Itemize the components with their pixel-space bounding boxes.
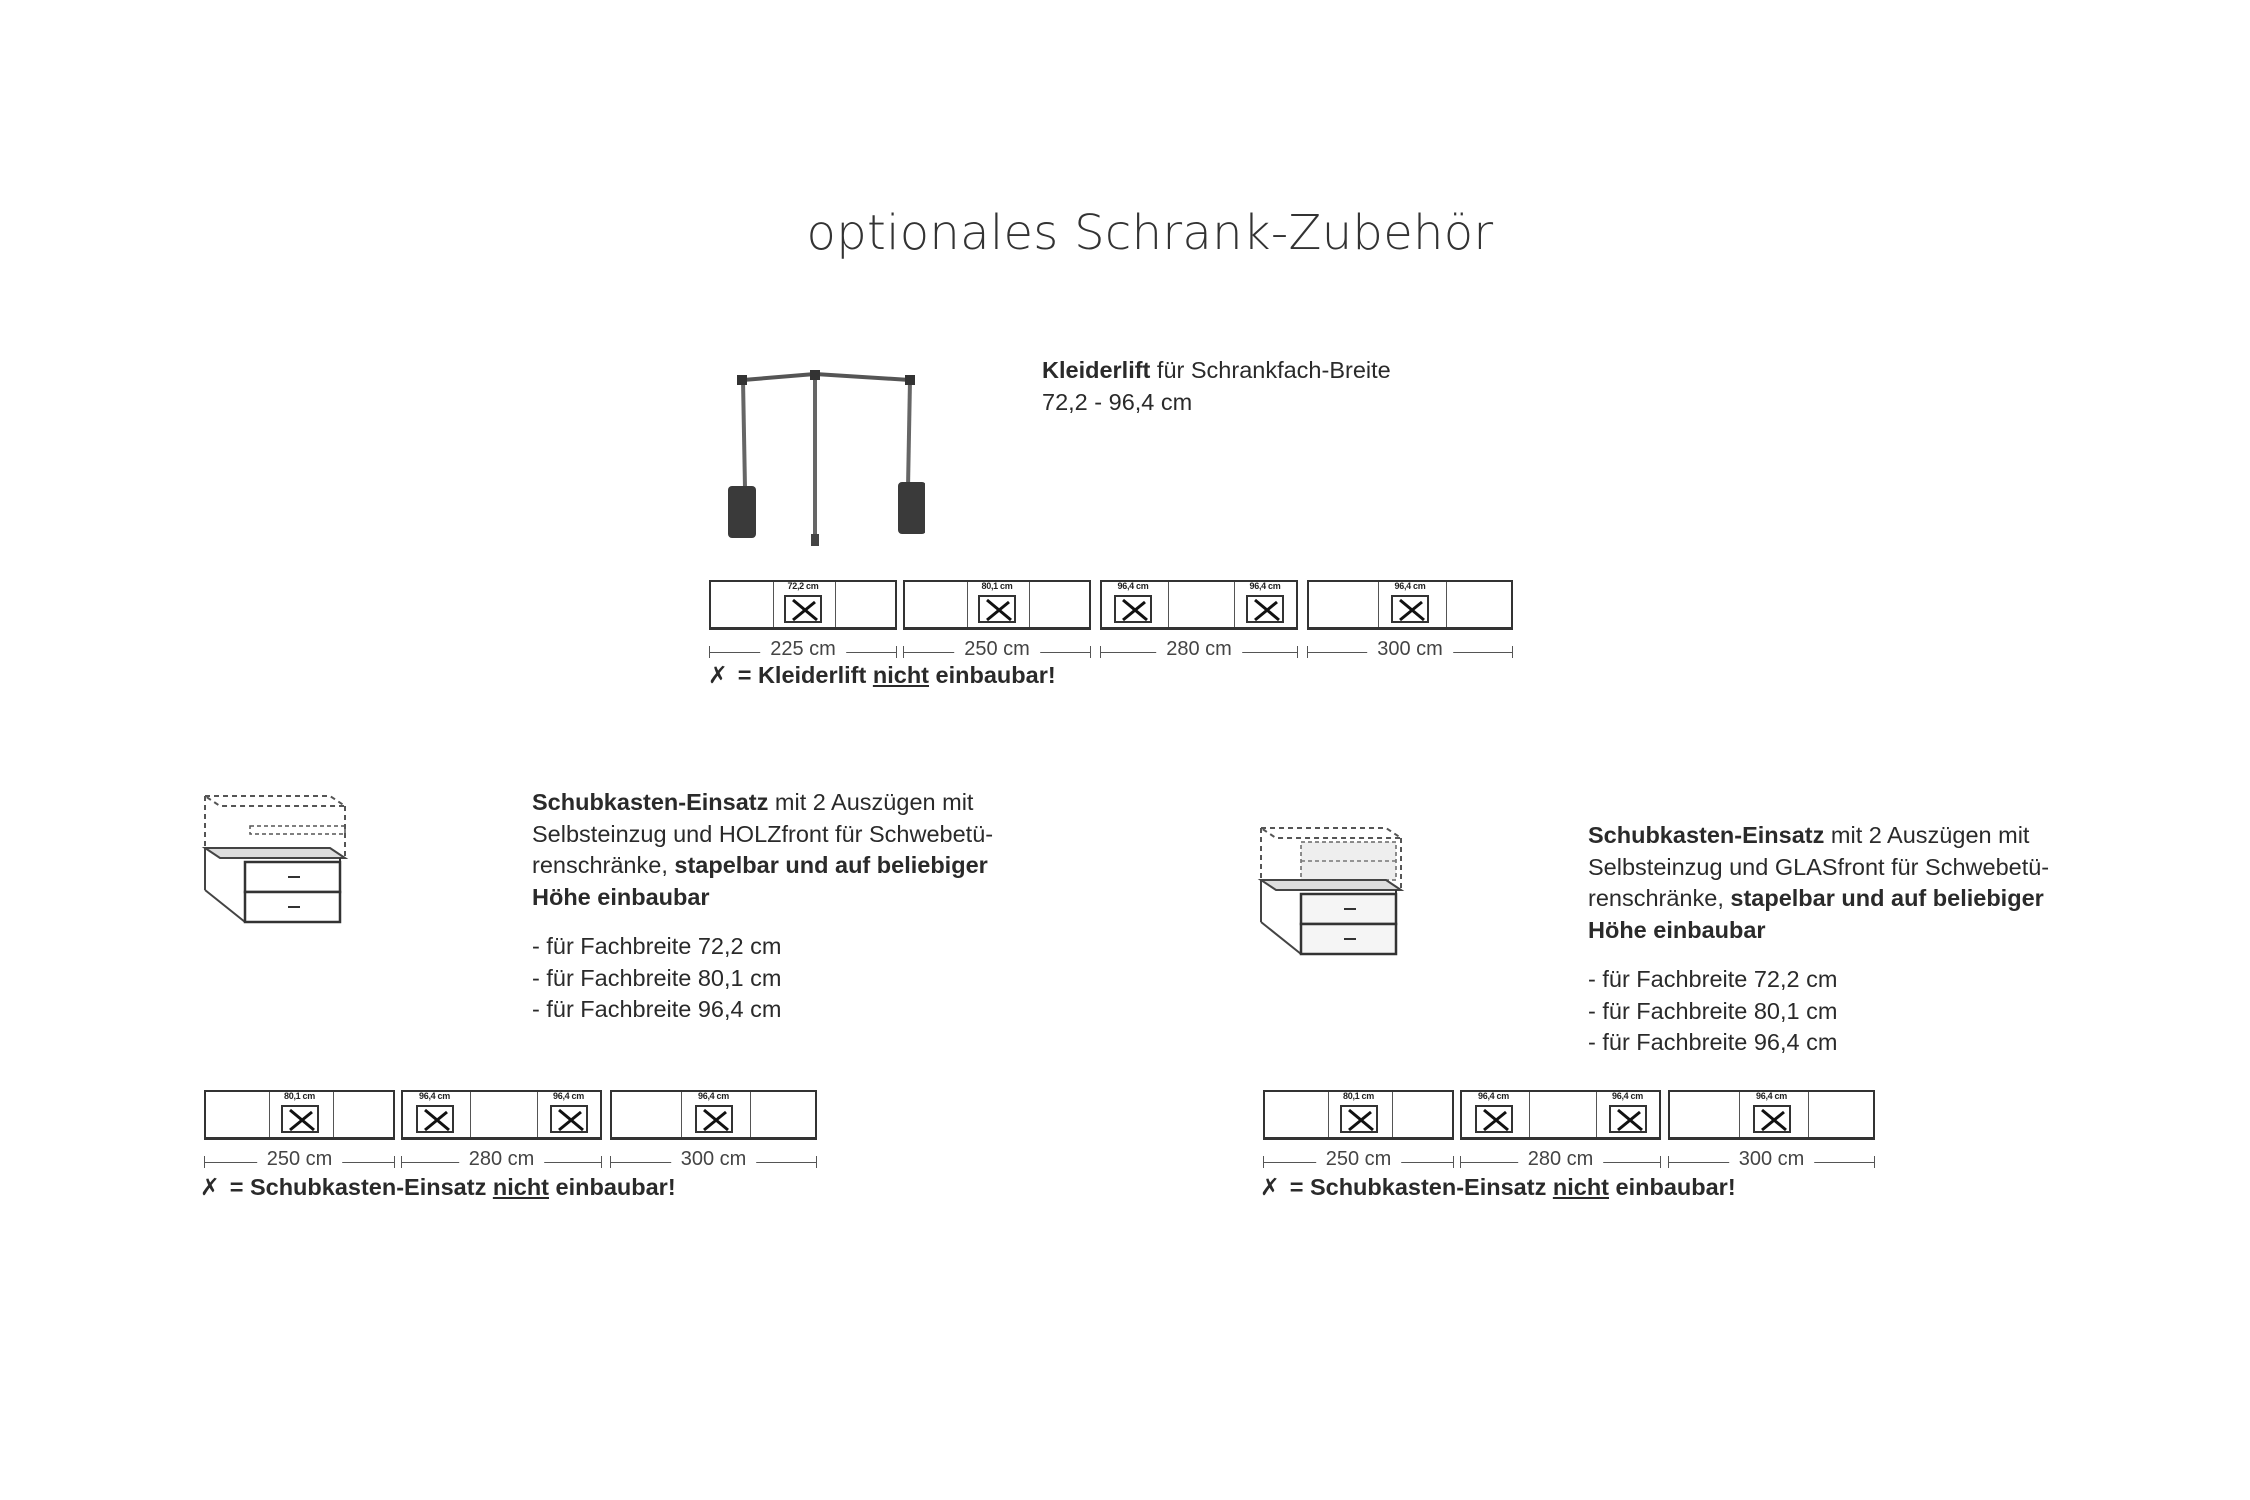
note-text: = Schubkasten-Einsatz bbox=[1289, 1174, 1553, 1200]
cross-symbol-icon: ✗ bbox=[1260, 1174, 1280, 1200]
schubkasten-holz-illustration bbox=[200, 790, 350, 930]
cabinet-width-label: 250 cm bbox=[257, 1148, 343, 1171]
note-text-end: einbaubar! bbox=[929, 662, 1056, 688]
note-text-end: einbaubar! bbox=[1609, 1174, 1736, 1200]
desc-emphasis: Höhe einbaubar bbox=[1588, 916, 1766, 943]
cabinet-width-label: 280 cm bbox=[1518, 1148, 1604, 1171]
cabinet-280 bbox=[401, 1090, 602, 1172]
product-name: Schubkasten-Einsatz bbox=[532, 789, 769, 815]
desc-line: Selbsteinzug und HOLZfront für Schwebetü- bbox=[532, 820, 994, 847]
cabinet-width-label: 250 cm bbox=[954, 638, 1040, 661]
fach-width-label: 96,4 cm bbox=[698, 1091, 729, 1101]
desc-line: renschränke, bbox=[532, 852, 675, 878]
kleiderlift-note bbox=[708, 661, 1056, 689]
note-text-end: einbaubar! bbox=[549, 1174, 676, 1200]
desc-emphasis: stapelbar und auf beliebiger bbox=[674, 852, 988, 878]
cross-icon bbox=[278, 1104, 322, 1134]
cross-icon bbox=[1243, 594, 1287, 624]
fach-width-label: 96,4 cm bbox=[1612, 1091, 1643, 1101]
schubkasten-holz-description bbox=[532, 787, 993, 1026]
cross-symbol-icon: ✗ bbox=[708, 662, 728, 688]
list-item: - für Fachbreite 96,4 cm bbox=[1588, 1029, 1838, 1055]
fach-width-label: 96,4 cm bbox=[553, 1091, 584, 1101]
desc-line: mit 2 Auszügen mit bbox=[1824, 822, 2030, 848]
cabinet-250 bbox=[1263, 1090, 1454, 1172]
fach-width-label: 72,2 cm bbox=[787, 581, 819, 591]
cabinet-250 bbox=[903, 580, 1091, 662]
fachbreite-list bbox=[532, 931, 993, 1026]
note-text: = Kleiderlift bbox=[737, 662, 873, 688]
fach-width-label: 80,1 cm bbox=[981, 581, 1013, 591]
note-text: = Schubkasten-Einsatz bbox=[229, 1174, 493, 1200]
fach-width-label: 96,4 cm bbox=[419, 1091, 450, 1101]
list-item: - für Fachbreite 96,4 cm bbox=[532, 996, 782, 1022]
fach-width-label: 96,4 cm bbox=[1756, 1091, 1787, 1101]
cross-symbol-icon: ✗ bbox=[200, 1174, 220, 1200]
fach-width-label: 96,4 cm bbox=[1394, 581, 1426, 591]
schubkasten-glas-note bbox=[1260, 1173, 1736, 1201]
list-item: - für Fachbreite 72,2 cm bbox=[1588, 966, 1838, 992]
cross-icon bbox=[781, 594, 825, 624]
schubkasten-holz-note bbox=[200, 1173, 676, 1201]
kleiderlift-illustration bbox=[715, 368, 925, 553]
desc-line: mit 2 Auszügen mit bbox=[768, 789, 974, 815]
cabinet-300 bbox=[610, 1090, 817, 1172]
cross-icon bbox=[1337, 1104, 1381, 1134]
cross-icon bbox=[1472, 1104, 1516, 1134]
product-name: Schubkasten-Einsatz bbox=[1588, 822, 1825, 848]
cabinet-280 bbox=[1100, 580, 1298, 662]
cabinet-300 bbox=[1668, 1090, 1875, 1172]
cabinet-250 bbox=[204, 1090, 395, 1172]
list-item: - für Fachbreite 72,2 cm bbox=[532, 933, 782, 959]
desc-line: Selbsteinzug und GLASfront für Schwebetü- bbox=[1588, 853, 2050, 880]
fach-width-label: 96,4 cm bbox=[1117, 581, 1149, 591]
kleiderlift-range: 72,2 - 96,4 cm bbox=[1042, 388, 1193, 415]
fach-width-label: 80,1 cm bbox=[284, 1091, 315, 1101]
kleiderlift-description bbox=[1042, 355, 1391, 418]
cross-icon bbox=[547, 1104, 591, 1134]
cabinet-width-label: 300 cm bbox=[1729, 1148, 1815, 1171]
cabinet-width-label: 280 cm bbox=[1156, 638, 1242, 661]
schubkasten-glas-description bbox=[1588, 820, 2049, 1059]
cross-icon bbox=[692, 1104, 736, 1134]
note-emphasis: nicht bbox=[1552, 1174, 1609, 1200]
kleiderlift-name: Kleiderlift bbox=[1042, 357, 1151, 383]
cabinet-width-label: 280 cm bbox=[459, 1148, 545, 1171]
schubkasten-glas-illustration bbox=[1256, 822, 1406, 962]
page-title: optionales Schrank-Zubehör bbox=[806, 205, 1494, 261]
desc-line: renschränke, bbox=[1588, 885, 1731, 911]
list-item: - für Fachbreite 80,1 cm bbox=[1588, 997, 1838, 1024]
fachbreite-list bbox=[1588, 964, 2049, 1059]
fach-width-label: 80,1 cm bbox=[1343, 1091, 1374, 1101]
note-emphasis: nicht bbox=[872, 662, 930, 688]
desc-emphasis: Höhe einbaubar bbox=[532, 883, 710, 910]
cabinet-280 bbox=[1460, 1090, 1661, 1172]
cabinet-300 bbox=[1307, 580, 1513, 662]
cabinet-width-label: 300 cm bbox=[1367, 638, 1453, 661]
cross-icon bbox=[1111, 594, 1155, 624]
fach-width-label: 96,4 cm bbox=[1478, 1091, 1509, 1101]
cabinet-width-label: 300 cm bbox=[671, 1148, 757, 1171]
note-emphasis: nicht bbox=[492, 1174, 549, 1200]
cabinet-width-label: 225 cm bbox=[760, 638, 846, 661]
desc-emphasis: stapelbar und auf beliebiger bbox=[1730, 885, 2044, 911]
cross-icon bbox=[1606, 1104, 1650, 1134]
fach-width-label: 96,4 cm bbox=[1249, 581, 1281, 591]
cabinet-225 bbox=[709, 580, 897, 662]
cross-icon bbox=[1750, 1104, 1794, 1134]
cross-icon bbox=[975, 594, 1019, 624]
cross-icon bbox=[1388, 594, 1432, 624]
list-item: - für Fachbreite 80,1 cm bbox=[532, 964, 782, 991]
cross-icon bbox=[413, 1104, 457, 1134]
cabinet-width-label: 250 cm bbox=[1316, 1148, 1402, 1171]
kleiderlift-desc: für Schrankfach-Breite bbox=[1150, 357, 1391, 383]
